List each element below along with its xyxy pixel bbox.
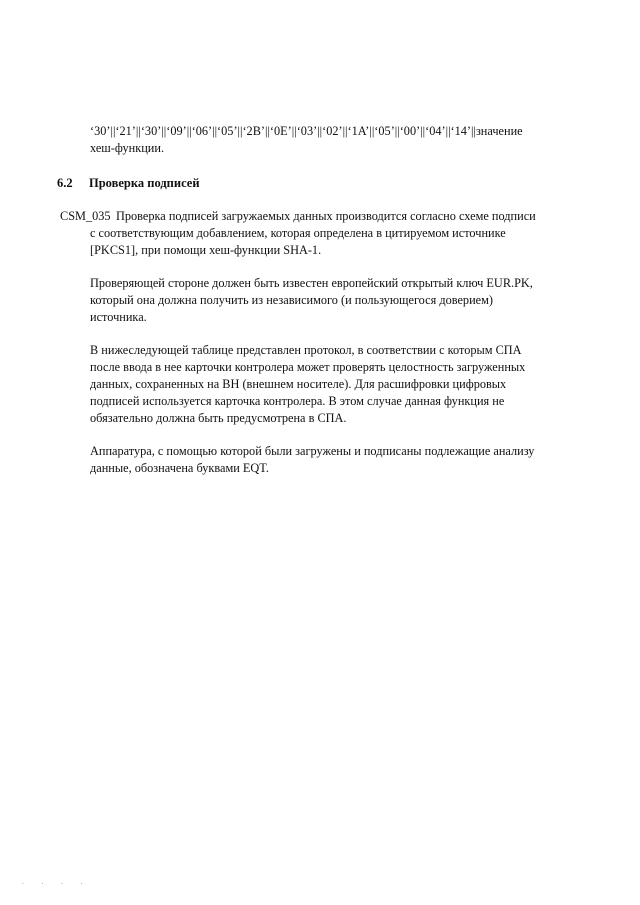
requirement-paragraph-3: В нижеследующей таблице представлен протокол, в соответствии с которым СПА после ввода в нее карточки контролера может проверять целостность загруженных данных, сохраненных на ВН (внешнем носителе). Для расшифровки цифровых подписей используется карточка контролера. В этом случае данная функция не обязательно должна быть предусмотрена в СПА. — [90, 343, 526, 425]
requirement-block — [60, 208, 540, 477]
requirement-id: CSM_035 — [60, 209, 111, 223]
requirement-body — [90, 208, 540, 477]
section-title: Проверка подписей — [89, 176, 200, 190]
hash-prefix-line: ‘30’||‘21’||‘30’||‘09’||‘06’||‘05’||‘2B’||‘0E’||‘03’||‘02’||‘1A’||‘05’||‘00’||‘04’||‘14’||значение — [90, 124, 523, 138]
requirement-paragraph-1: Проверка подписей загружаемых данных производится согласно схеме подписи с соответствующим добавлением, которая определена в цитируемом источнике [PKCS1], при помощи хеш-функции SHA-1. — [90, 209, 536, 257]
requirement-paragraph-4: Аппаратура, с помощью которой были загружены и подписаны подлежащие анализу данные, обозначена буквами EQT. — [90, 444, 535, 475]
hash-prefix-line-cont: хеш-функции. — [90, 141, 165, 155]
section-number: 6.2 — [57, 176, 73, 190]
footer-marks: . . . . — [22, 878, 91, 886]
requirement-paragraph-2: Проверяющей стороне должен быть известен европейский открытый ключ EUR.PK, который она должна получить из независимого (и пользующегося доверием) источника. — [90, 276, 533, 324]
section-heading — [57, 175, 200, 192]
hash-prefix-text — [90, 123, 540, 157]
